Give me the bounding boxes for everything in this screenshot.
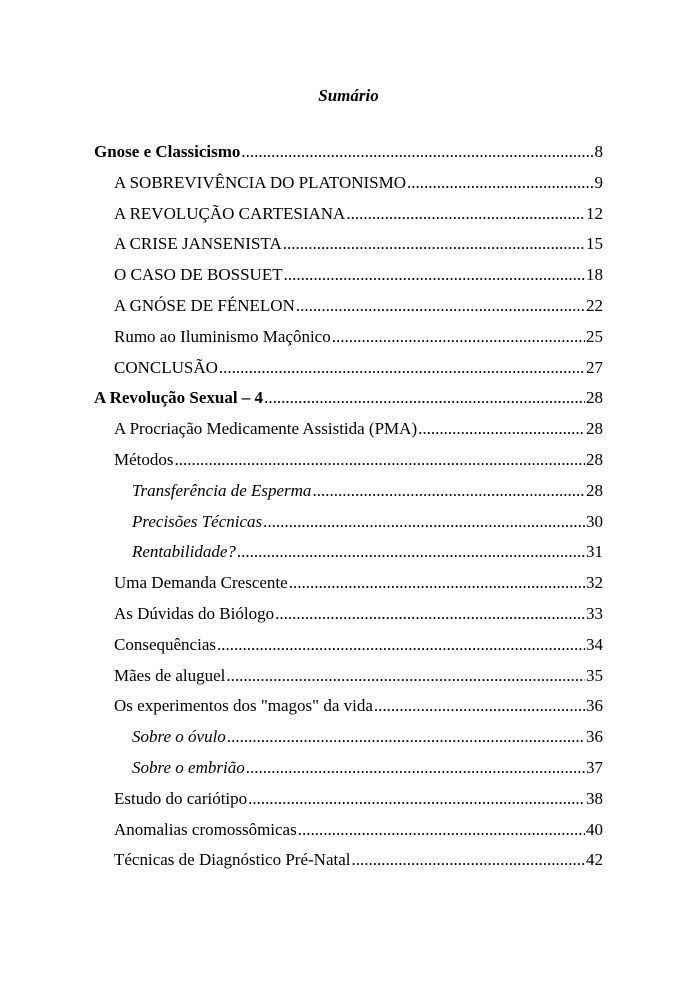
toc-entry-label: As Dúvidas do Biólogo xyxy=(114,604,275,623)
toc-dot-leader xyxy=(264,386,585,410)
toc-entry-page-number: 12 xyxy=(586,203,603,223)
toc-entry-label: Transferência de Esperma xyxy=(132,480,312,500)
toc-entry[interactable] xyxy=(132,756,603,780)
toc-entry-page-number: 33 xyxy=(586,604,603,623)
toc-dot-leader xyxy=(284,263,585,287)
toc-entry[interactable] xyxy=(114,325,603,349)
toc-dot-leader xyxy=(217,633,585,657)
toc-entry-label: Métodos xyxy=(114,450,174,469)
toc-dot-leader xyxy=(298,818,585,842)
toc-entry-page-number: 37 xyxy=(586,758,603,777)
toc-dot-leader xyxy=(418,417,585,441)
toc-dot-leader xyxy=(227,725,585,749)
page-title: Sumário xyxy=(318,86,379,105)
toc-entry-page-number: 34 xyxy=(586,634,603,654)
toc-dot-leader xyxy=(346,202,585,226)
toc-dot-leader xyxy=(275,602,585,626)
toc-dot-leader xyxy=(237,540,585,564)
toc-entry-label: Os experimentos dos "magos" da vida xyxy=(114,696,373,716)
toc-entry-page-number: 18 xyxy=(586,265,603,285)
toc-entry-label: CONCLUSÃO xyxy=(114,357,218,377)
toc-entry-label: Técnicas de Diagnóstico Pré-Natal xyxy=(114,850,351,870)
toc-dot-leader xyxy=(219,356,585,380)
toc-dot-leader xyxy=(289,571,585,595)
toc-dot-leader xyxy=(248,787,585,811)
toc-entry-label: Uma Demanda Crescente xyxy=(114,573,288,593)
toc-dot-leader xyxy=(352,848,586,872)
toc-entry-label: A SOBREVIVÊNCIA DO PLATONISMO xyxy=(114,172,407,192)
toc-entry-label: A REVOLUÇÃO CARTESIANA xyxy=(114,203,346,223)
toc-entry-page-number: 28 xyxy=(586,419,603,439)
toc-entry-page-number: 30 xyxy=(586,511,603,531)
toc-entry[interactable] xyxy=(114,848,603,872)
toc-entry-label: Precisões Técnicas xyxy=(132,511,263,531)
toc-entry[interactable] xyxy=(114,448,603,472)
toc-entry[interactable] xyxy=(114,787,603,811)
toc-entry-page-number: 36 xyxy=(586,727,603,747)
toc-entry-label: A CRISE JANSENISTA xyxy=(114,234,282,254)
toc-entry-label: Rumo ao Iluminismo Maçônico xyxy=(114,326,331,346)
toc-entry[interactable] xyxy=(114,202,603,226)
toc-entry-label: A Procriação Medicamente Assistida (PMA) xyxy=(114,419,418,439)
toc-dot-leader xyxy=(332,325,585,349)
toc-entry-page-number: 15 xyxy=(586,234,603,254)
toc-entry[interactable] xyxy=(114,417,603,441)
toc-entry-label: Consequências xyxy=(114,634,216,654)
toc-dot-leader xyxy=(246,756,585,780)
toc-dot-leader xyxy=(241,140,593,164)
toc-dot-leader xyxy=(407,171,593,195)
toc-entry-label: Gnose e Classicismo xyxy=(94,142,241,161)
toc-entry[interactable] xyxy=(132,540,603,564)
toc-entry-label: O CASO DE BOSSUET xyxy=(114,265,283,285)
toc-entry[interactable] xyxy=(114,602,603,626)
toc-entry-page-number: 9 xyxy=(594,172,603,192)
toc-entry-page-number: 31 xyxy=(586,542,603,562)
toc-dot-leader xyxy=(263,510,585,534)
toc-entry[interactable] xyxy=(114,664,603,688)
toc-entry[interactable] xyxy=(114,232,603,256)
toc-entry[interactable] xyxy=(114,694,603,718)
toc-entry[interactable] xyxy=(114,171,603,195)
toc-dot-leader xyxy=(312,479,585,503)
toc-entry-page-number: 28 xyxy=(586,450,603,469)
toc-entry-label: Sobre o óvulo xyxy=(132,727,226,747)
toc-entry[interactable] xyxy=(114,633,603,657)
toc-entry[interactable] xyxy=(114,263,603,287)
toc-entry-label: A Revolução Sexual – 4 xyxy=(94,388,264,408)
toc-entry-page-number: 38 xyxy=(586,788,603,808)
toc-entry-page-number: 32 xyxy=(586,573,603,593)
toc-entry-page-number: 22 xyxy=(586,296,603,315)
toc-entry-page-number: 42 xyxy=(586,850,603,870)
toc-dot-leader xyxy=(226,664,585,688)
toc-entry-page-number: 35 xyxy=(586,665,603,685)
toc-dot-leader xyxy=(296,294,585,318)
toc-dot-leader xyxy=(283,232,585,256)
toc-dot-leader xyxy=(175,448,586,472)
toc-entry-page-number: 36 xyxy=(586,696,603,716)
toc-entry[interactable] xyxy=(114,294,603,318)
toc-entry[interactable] xyxy=(114,571,603,595)
toc-entry-label: Anomalias cromossômicas xyxy=(114,819,297,839)
toc-entry[interactable] xyxy=(132,479,603,503)
toc-entry[interactable] xyxy=(94,140,603,164)
toc-entry-page-number: 27 xyxy=(586,357,603,377)
toc-entry-page-number: 28 xyxy=(586,388,603,408)
toc-entry-label: Rentabilidade? xyxy=(132,542,236,562)
toc-entry-page-number: 40 xyxy=(586,819,603,839)
toc-entry[interactable] xyxy=(132,510,603,534)
toc-entry-label: A GNÓSE DE FÉNELON xyxy=(114,296,295,315)
toc-entry-page-number: 28 xyxy=(586,480,603,500)
toc-entry[interactable] xyxy=(94,386,603,410)
toc-entry[interactable] xyxy=(114,356,603,380)
toc-entry-label: Sobre o embrião xyxy=(132,758,245,777)
toc-entry-label: Estudo do cariótipo xyxy=(114,788,248,808)
toc-entry-page-number: 8 xyxy=(594,142,603,161)
toc-dot-leader xyxy=(374,694,585,718)
toc-entry-label: Mães de aluguel xyxy=(114,665,226,685)
toc-entry[interactable] xyxy=(132,725,603,749)
toc-entry-page-number: 25 xyxy=(586,326,603,346)
toc-entry[interactable] xyxy=(114,818,603,842)
